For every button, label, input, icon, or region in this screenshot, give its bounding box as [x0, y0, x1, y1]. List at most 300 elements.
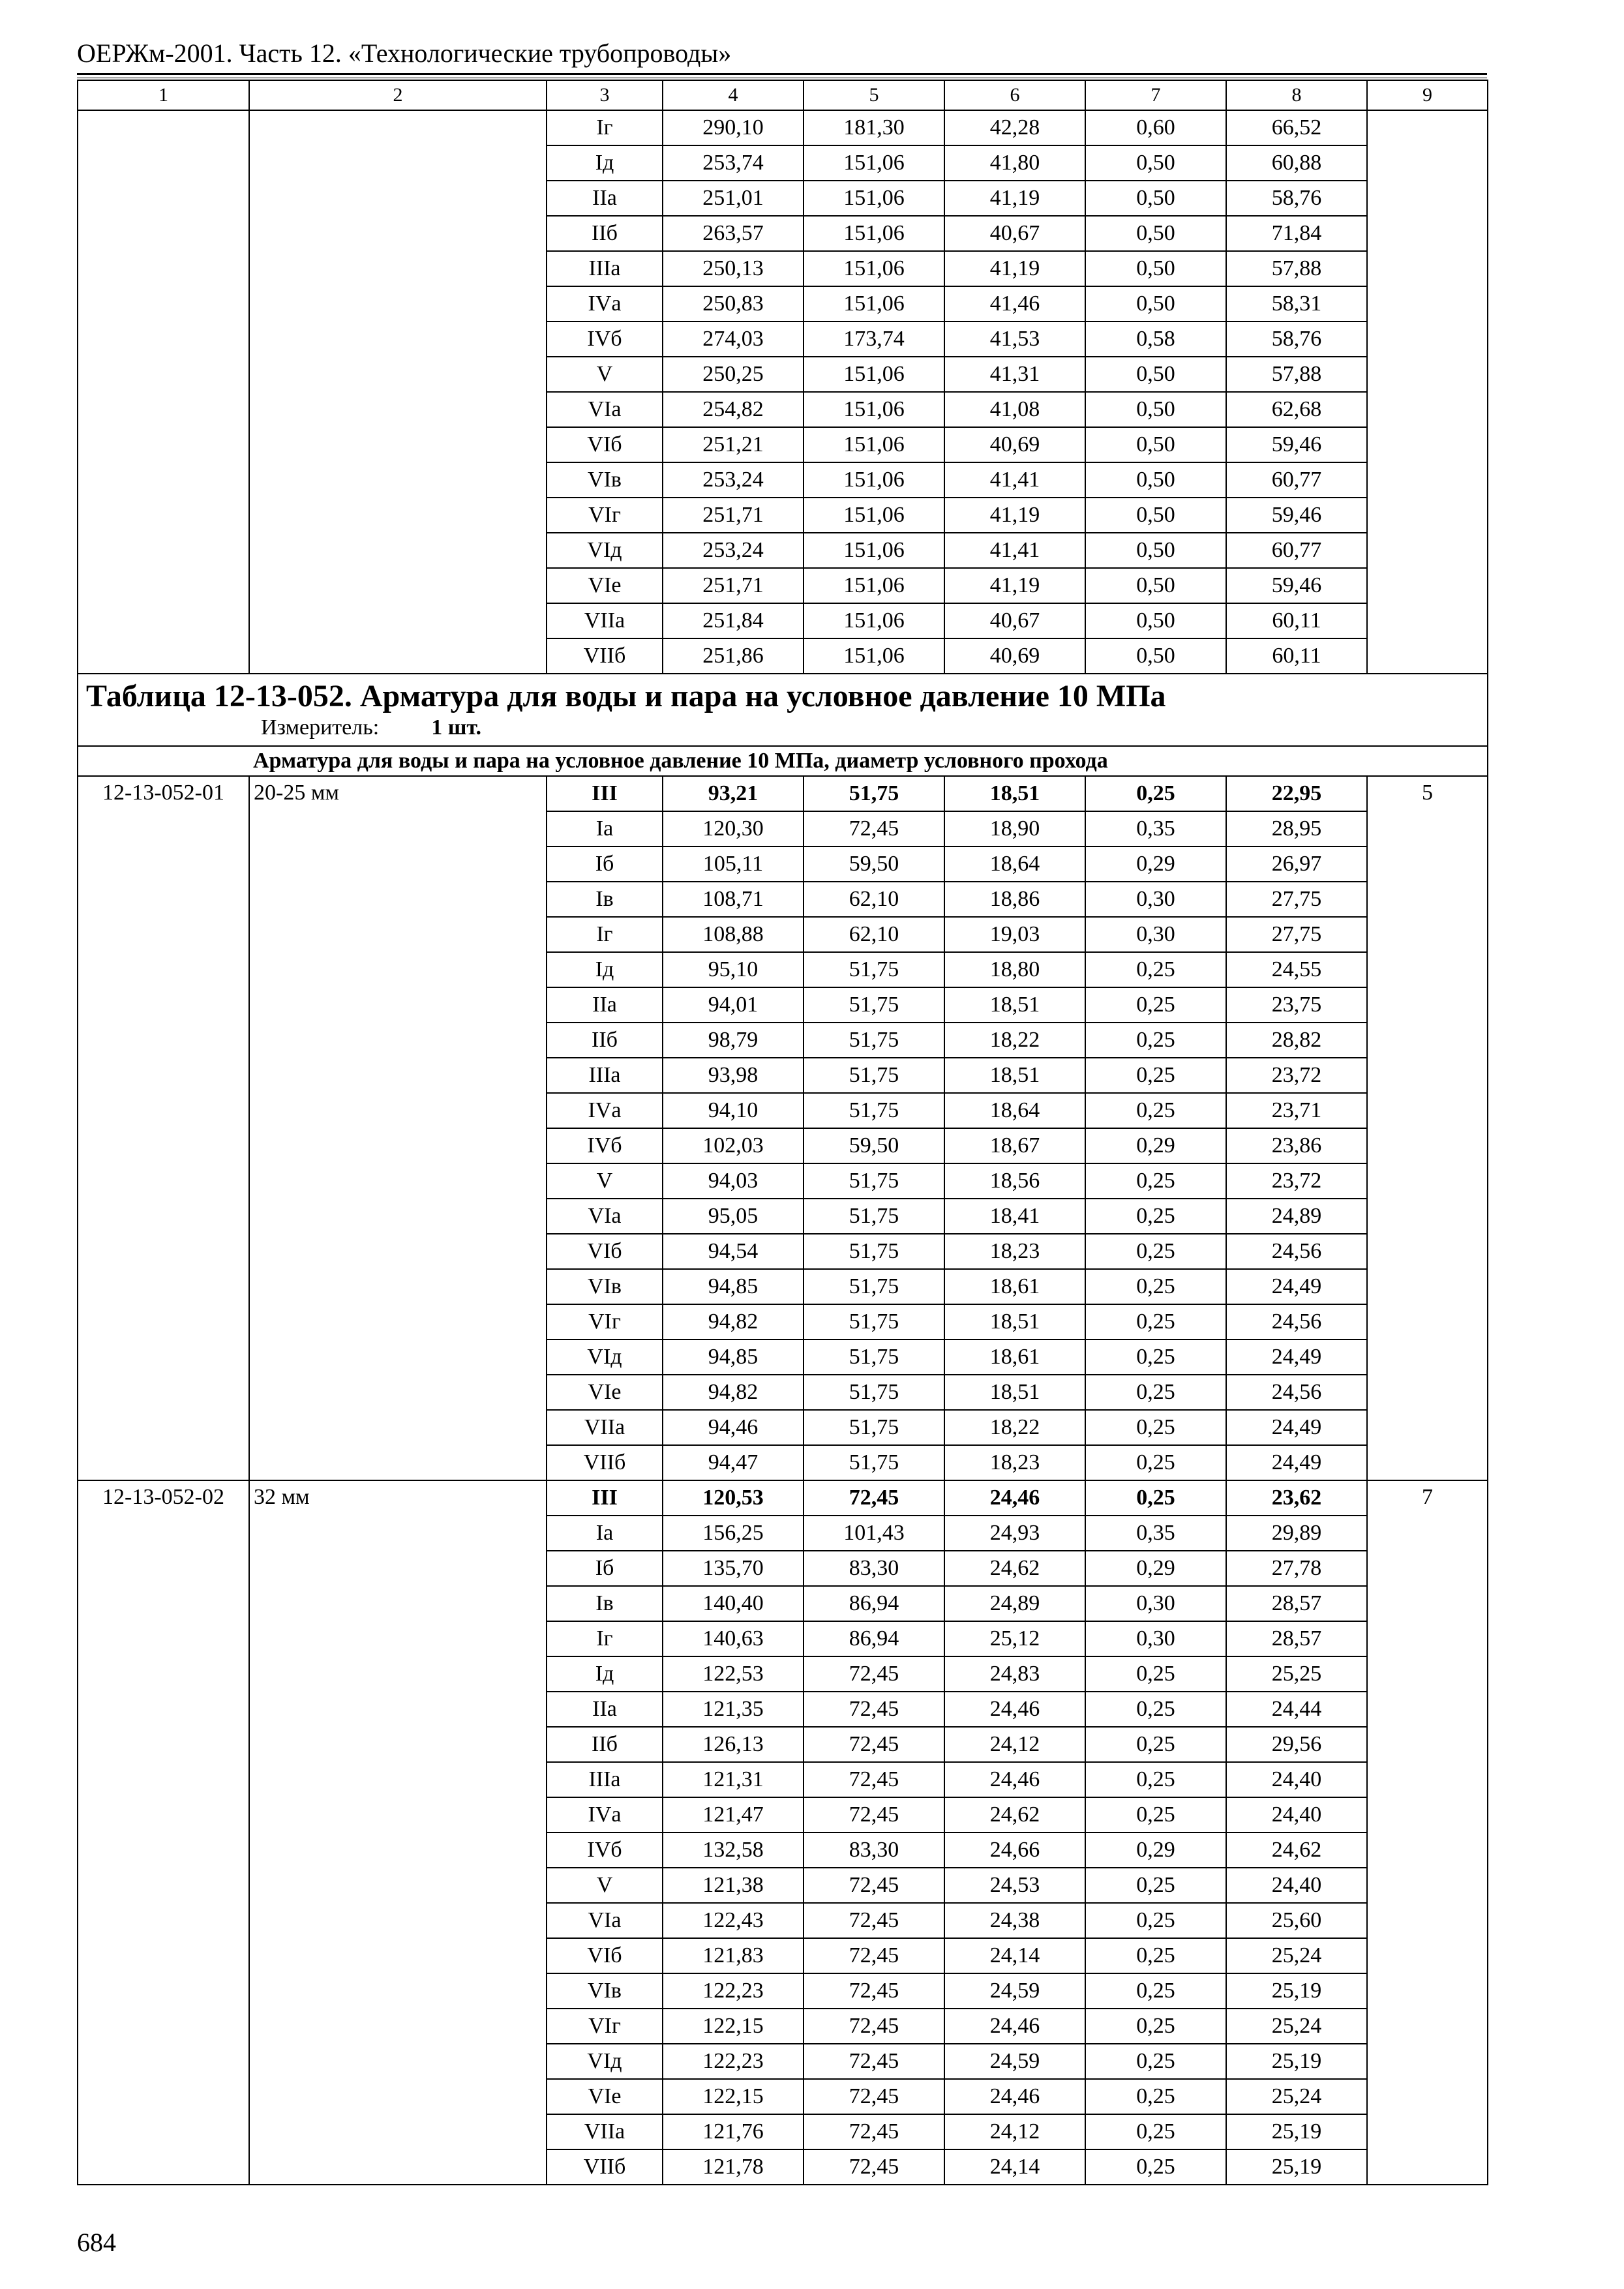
value-cell: 120,53	[663, 1480, 804, 1516]
value-cell: 251,71	[663, 498, 804, 533]
value-cell: 94,54	[663, 1234, 804, 1269]
value-cell: 24,44	[1226, 1692, 1367, 1727]
value-cell: 59,50	[804, 1128, 944, 1163]
value-cell: 83,30	[804, 1551, 944, 1586]
value-cell: 23,71	[1226, 1093, 1367, 1128]
value-cell: 0,25	[1085, 1410, 1226, 1445]
zone-cell: VIд	[547, 2044, 663, 2079]
value-cell: 51,75	[804, 987, 944, 1023]
zone-cell: III	[547, 776, 663, 811]
value-cell: 254,82	[663, 392, 804, 427]
zone-cell: VIв	[547, 1269, 663, 1304]
value-cell: 60,88	[1226, 145, 1367, 181]
value-cell: 41,08	[944, 392, 1085, 427]
item-code: 12-13-052-02	[78, 1480, 249, 2185]
value-cell: 250,25	[663, 357, 804, 392]
value-cell: 122,15	[663, 2079, 804, 2114]
value-cell: 251,21	[663, 427, 804, 462]
value-cell: 72,45	[804, 1727, 944, 1762]
value-cell: 24,56	[1226, 1304, 1367, 1339]
value-cell: 62,68	[1226, 392, 1367, 427]
qty-cell-empty	[1367, 110, 1488, 674]
value-cell: 140,63	[663, 1621, 804, 1656]
value-cell: 18,22	[944, 1023, 1085, 1058]
value-cell: 24,49	[1226, 1339, 1367, 1375]
item-qty: 5	[1367, 776, 1488, 1480]
value-cell: 66,52	[1226, 110, 1367, 145]
zone-cell: Iа	[547, 1516, 663, 1551]
value-cell: 151,06	[804, 392, 944, 427]
zone-cell: IVб	[547, 1128, 663, 1163]
value-cell: 263,57	[663, 216, 804, 251]
value-cell: 41,19	[944, 251, 1085, 286]
value-cell: 132,58	[663, 1833, 804, 1868]
value-cell: 72,45	[804, 1797, 944, 1833]
zone-cell: VIIа	[547, 2114, 663, 2149]
zone-cell: VIг	[547, 2009, 663, 2044]
value-cell: 0,25	[1085, 1692, 1226, 1727]
value-cell: 24,38	[944, 1903, 1085, 1938]
table-row	[78, 110, 1488, 145]
value-cell: 51,75	[804, 1093, 944, 1128]
column-number: 6	[944, 80, 1085, 110]
value-cell: 0,50	[1085, 286, 1226, 322]
meter-line	[86, 714, 1479, 745]
zone-cell: VIIа	[547, 1410, 663, 1445]
zone-cell: IIIа	[547, 251, 663, 286]
value-cell: 0,25	[1085, 2009, 1226, 2044]
value-cell: 151,06	[804, 251, 944, 286]
item-name: 32 мм	[249, 1480, 547, 2185]
value-cell: 51,75	[804, 776, 944, 811]
value-cell: 25,19	[1226, 2044, 1367, 2079]
value-cell: 0,25	[1085, 1903, 1226, 1938]
value-cell: 0,25	[1085, 1938, 1226, 1973]
value-cell: 28,95	[1226, 811, 1367, 846]
column-number-row	[78, 80, 1488, 110]
value-cell: 27,78	[1226, 1551, 1367, 1586]
value-cell: 93,21	[663, 776, 804, 811]
value-cell: 23,62	[1226, 1480, 1367, 1516]
value-cell: 24,46	[944, 1480, 1085, 1516]
value-cell: 274,03	[663, 322, 804, 357]
value-cell: 25,19	[1226, 2114, 1367, 2149]
value-cell: 58,76	[1226, 322, 1367, 357]
value-cell: 108,88	[663, 917, 804, 952]
zone-cell: IVб	[547, 1833, 663, 1868]
table-row	[78, 1480, 1488, 1516]
value-cell: 0,25	[1085, 1797, 1226, 1833]
value-cell: 108,71	[663, 882, 804, 917]
value-cell: 0,30	[1085, 1621, 1226, 1656]
value-cell: 60,77	[1226, 462, 1367, 498]
zone-cell: IIб	[547, 1023, 663, 1058]
value-cell: 18,51	[944, 1304, 1085, 1339]
value-cell: 94,47	[663, 1445, 804, 1480]
value-cell: 0,25	[1085, 1058, 1226, 1093]
value-cell: 0,25	[1085, 1656, 1226, 1692]
value-cell: 251,84	[663, 603, 804, 638]
zone-cell: Iд	[547, 145, 663, 181]
zone-cell: Iб	[547, 846, 663, 882]
zone-cell: VIд	[547, 1339, 663, 1375]
value-cell: 0,50	[1085, 145, 1226, 181]
value-cell: 72,45	[804, 1692, 944, 1727]
value-cell: 58,76	[1226, 181, 1367, 216]
value-cell: 0,50	[1085, 216, 1226, 251]
value-cell: 24,59	[944, 2044, 1085, 2079]
value-cell: 18,61	[944, 1339, 1085, 1375]
value-cell: 121,47	[663, 1797, 804, 1833]
value-cell: 0,25	[1085, 1480, 1226, 1516]
value-cell: 41,19	[944, 181, 1085, 216]
zone-cell: Iд	[547, 952, 663, 987]
zone-cell: IVа	[547, 286, 663, 322]
value-cell: 18,64	[944, 846, 1085, 882]
value-cell: 72,45	[804, 2009, 944, 2044]
value-cell: 0,60	[1085, 110, 1226, 145]
table-title-cell	[78, 674, 1488, 746]
value-cell: 51,75	[804, 1163, 944, 1199]
value-cell: 0,50	[1085, 392, 1226, 427]
value-cell: 24,12	[944, 1727, 1085, 1762]
value-cell: 151,06	[804, 181, 944, 216]
value-cell: 18,51	[944, 1058, 1085, 1093]
value-cell: 94,85	[663, 1339, 804, 1375]
subheading: Арматура для воды и пара на условное давление 10 МПа, диаметр условного прохода	[78, 746, 1488, 776]
value-cell: 51,75	[804, 1058, 944, 1093]
value-cell: 94,10	[663, 1093, 804, 1128]
value-cell: 122,53	[663, 1656, 804, 1692]
value-cell: 0,29	[1085, 846, 1226, 882]
value-cell: 0,30	[1085, 1586, 1226, 1621]
value-cell: 94,01	[663, 987, 804, 1023]
value-cell: 122,23	[663, 2044, 804, 2079]
value-cell: 62,10	[804, 917, 944, 952]
value-cell: 0,25	[1085, 987, 1226, 1023]
value-cell: 0,25	[1085, 1023, 1226, 1058]
value-cell: 18,64	[944, 1093, 1085, 1128]
value-cell: 24,62	[944, 1797, 1085, 1833]
value-cell: 0,25	[1085, 1163, 1226, 1199]
value-cell: 0,25	[1085, 1093, 1226, 1128]
value-cell: 151,06	[804, 603, 944, 638]
value-cell: 151,06	[804, 462, 944, 498]
value-cell: 0,29	[1085, 1551, 1226, 1586]
value-cell: 0,25	[1085, 2079, 1226, 2114]
zone-cell: Iг	[547, 917, 663, 952]
value-cell: 24,12	[944, 2114, 1085, 2149]
value-cell: 59,46	[1226, 568, 1367, 603]
zone-cell: IIб	[547, 216, 663, 251]
value-cell: 0,50	[1085, 498, 1226, 533]
zone-cell: Iг	[547, 110, 663, 145]
name-cell-empty	[249, 110, 547, 674]
zone-cell: VIв	[547, 462, 663, 498]
value-cell: 24,40	[1226, 1797, 1367, 1833]
value-cell: 25,25	[1226, 1656, 1367, 1692]
value-cell: 72,45	[804, 2079, 944, 2114]
value-cell: 121,38	[663, 1868, 804, 1903]
zone-cell: VIIб	[547, 1445, 663, 1480]
subheading-row	[78, 746, 1488, 776]
value-cell: 156,25	[663, 1516, 804, 1551]
value-cell: 72,45	[804, 2044, 944, 2079]
value-cell: 250,83	[663, 286, 804, 322]
zone-cell: VIа	[547, 392, 663, 427]
value-cell: 59,46	[1226, 498, 1367, 533]
zone-cell: IIIа	[547, 1058, 663, 1093]
value-cell: 94,82	[663, 1304, 804, 1339]
value-cell: 0,29	[1085, 1128, 1226, 1163]
column-number: 9	[1367, 80, 1488, 110]
zone-cell: Iв	[547, 1586, 663, 1621]
value-cell: 0,50	[1085, 427, 1226, 462]
value-cell: 40,67	[944, 603, 1085, 638]
value-cell: 102,03	[663, 1128, 804, 1163]
value-cell: 18,56	[944, 1163, 1085, 1199]
value-cell: 0,50	[1085, 357, 1226, 392]
value-cell: 0,50	[1085, 638, 1226, 674]
value-cell: 24,55	[1226, 952, 1367, 987]
value-cell: 0,35	[1085, 811, 1226, 846]
value-cell: 51,75	[804, 1375, 944, 1410]
value-cell: 23,72	[1226, 1163, 1367, 1199]
zone-cell: VIIб	[547, 638, 663, 674]
zone-cell: V	[547, 1868, 663, 1903]
value-cell: 0,25	[1085, 2149, 1226, 2185]
value-cell: 0,25	[1085, 1868, 1226, 1903]
column-number: 3	[547, 80, 663, 110]
value-cell: 24,62	[1226, 1833, 1367, 1868]
value-cell: 0,50	[1085, 251, 1226, 286]
value-cell: 41,80	[944, 145, 1085, 181]
value-cell: 57,88	[1226, 357, 1367, 392]
zone-cell: IIб	[547, 1727, 663, 1762]
running-header: ОЕРЖм-2001. Часть 12. «Технологические трубопроводы»	[77, 38, 732, 68]
value-cell: 0,50	[1085, 533, 1226, 568]
value-cell: 251,86	[663, 638, 804, 674]
value-cell: 126,13	[663, 1727, 804, 1762]
value-cell: 151,06	[804, 638, 944, 674]
value-cell: 24,66	[944, 1833, 1085, 1868]
value-cell: 86,94	[804, 1586, 944, 1621]
value-cell: 60,11	[1226, 603, 1367, 638]
value-cell: 122,23	[663, 1973, 804, 2009]
value-cell: 72,45	[804, 811, 944, 846]
value-cell: 94,82	[663, 1375, 804, 1410]
value-cell: 72,45	[804, 2149, 944, 2185]
value-cell: 59,50	[804, 846, 944, 882]
value-cell: 0,29	[1085, 1833, 1226, 1868]
table-body	[78, 80, 1488, 2185]
value-cell: 18,22	[944, 1410, 1085, 1445]
zone-cell: VIб	[547, 1234, 663, 1269]
column-number: 4	[663, 80, 804, 110]
value-cell: 95,05	[663, 1199, 804, 1234]
value-cell: 151,06	[804, 498, 944, 533]
value-cell: 72,45	[804, 1656, 944, 1692]
value-cell: 71,84	[1226, 216, 1367, 251]
value-cell: 24,14	[944, 1938, 1085, 1973]
value-cell: 18,61	[944, 1269, 1085, 1304]
value-cell: 24,56	[1226, 1234, 1367, 1269]
value-cell: 251,71	[663, 568, 804, 603]
value-cell: 135,70	[663, 1551, 804, 1586]
value-cell: 23,86	[1226, 1128, 1367, 1163]
value-cell: 72,45	[804, 1480, 944, 1516]
value-cell: 58,31	[1226, 286, 1367, 322]
value-cell: 83,30	[804, 1833, 944, 1868]
value-cell: 19,03	[944, 917, 1085, 952]
value-cell: 0,58	[1085, 322, 1226, 357]
value-cell: 105,11	[663, 846, 804, 882]
value-cell: 22,95	[1226, 776, 1367, 811]
value-cell: 18,51	[944, 1375, 1085, 1410]
zone-cell: IIа	[547, 181, 663, 216]
column-number: 7	[1085, 80, 1226, 110]
value-cell: 51,75	[804, 952, 944, 987]
value-cell: 41,31	[944, 357, 1085, 392]
value-cell: 0,50	[1085, 568, 1226, 603]
zone-cell: VIд	[547, 533, 663, 568]
zone-cell: VIе	[547, 2079, 663, 2114]
value-cell: 72,45	[804, 1868, 944, 1903]
value-cell: 40,67	[944, 216, 1085, 251]
value-cell: 122,15	[663, 2009, 804, 2044]
column-number: 2	[249, 80, 547, 110]
value-cell: 41,41	[944, 462, 1085, 498]
value-cell: 51,75	[804, 1023, 944, 1058]
value-cell: 28,82	[1226, 1023, 1367, 1058]
value-cell: 25,19	[1226, 2149, 1367, 2185]
value-cell: 0,35	[1085, 1516, 1226, 1551]
zone-cell: IIа	[547, 987, 663, 1023]
value-cell: 25,19	[1226, 1973, 1367, 2009]
value-cell: 23,72	[1226, 1058, 1367, 1093]
zone-cell: VIIа	[547, 603, 663, 638]
zone-cell: VIе	[547, 568, 663, 603]
code-cell-empty	[78, 110, 249, 674]
item-qty: 7	[1367, 1480, 1488, 2185]
value-cell: 253,24	[663, 533, 804, 568]
value-cell: 0,25	[1085, 1445, 1226, 1480]
zone-cell: V	[547, 1163, 663, 1199]
value-cell: 94,46	[663, 1410, 804, 1445]
value-cell: 41,41	[944, 533, 1085, 568]
value-cell: 18,23	[944, 1234, 1085, 1269]
value-cell: 51,75	[804, 1199, 944, 1234]
value-cell: 42,28	[944, 110, 1085, 145]
value-cell: 18,23	[944, 1445, 1085, 1480]
value-cell: 0,25	[1085, 2044, 1226, 2079]
value-cell: 0,25	[1085, 952, 1226, 987]
zone-cell: III	[547, 1480, 663, 1516]
value-cell: 23,75	[1226, 987, 1367, 1023]
value-cell: 151,06	[804, 357, 944, 392]
value-cell: 0,30	[1085, 917, 1226, 952]
value-cell: 29,56	[1226, 1727, 1367, 1762]
column-number: 5	[804, 80, 944, 110]
zone-cell: VIг	[547, 498, 663, 533]
column-number: 1	[78, 80, 249, 110]
value-cell: 151,06	[804, 568, 944, 603]
value-cell: 121,31	[663, 1762, 804, 1797]
value-cell: 18,41	[944, 1199, 1085, 1234]
value-cell: 72,45	[804, 2114, 944, 2149]
value-cell: 18,90	[944, 811, 1085, 846]
zone-cell: IVа	[547, 1093, 663, 1128]
value-cell: 0,25	[1085, 1269, 1226, 1304]
value-cell: 18,86	[944, 882, 1085, 917]
zone-cell: VIа	[547, 1903, 663, 1938]
value-cell: 24,53	[944, 1868, 1085, 1903]
value-cell: 18,51	[944, 987, 1085, 1023]
value-cell: 72,45	[804, 1938, 944, 1973]
value-cell: 120,30	[663, 811, 804, 846]
value-cell: 26,97	[1226, 846, 1367, 882]
zone-cell: Iд	[547, 1656, 663, 1692]
value-cell: 60,11	[1226, 638, 1367, 674]
value-cell: 72,45	[804, 1973, 944, 2009]
value-cell: 0,25	[1085, 1727, 1226, 1762]
zone-cell: IVб	[547, 322, 663, 357]
value-cell: 51,75	[804, 1269, 944, 1304]
value-cell: 27,75	[1226, 882, 1367, 917]
zone-cell: VIв	[547, 1973, 663, 2009]
value-cell: 25,24	[1226, 1938, 1367, 1973]
value-cell: 93,98	[663, 1058, 804, 1093]
value-cell: 151,06	[804, 427, 944, 462]
value-cell: 40,69	[944, 638, 1085, 674]
value-cell: 0,25	[1085, 2114, 1226, 2149]
rates-table	[77, 80, 1488, 2185]
value-cell: 0,25	[1085, 1199, 1226, 1234]
value-cell: 25,12	[944, 1621, 1085, 1656]
value-cell: 250,13	[663, 251, 804, 286]
item-name: 20-25 мм	[249, 776, 547, 1480]
value-cell: 18,67	[944, 1128, 1085, 1163]
value-cell: 0,25	[1085, 776, 1226, 811]
value-cell: 24,46	[944, 1692, 1085, 1727]
value-cell: 122,43	[663, 1903, 804, 1938]
value-cell: 0,50	[1085, 603, 1226, 638]
value-cell: 27,75	[1226, 917, 1367, 952]
value-cell: 24,49	[1226, 1410, 1367, 1445]
meter-unit: 1 шт.	[431, 715, 482, 740]
value-cell: 0,50	[1085, 181, 1226, 216]
value-cell: 40,69	[944, 427, 1085, 462]
zone-cell: V	[547, 357, 663, 392]
value-cell: 25,24	[1226, 2009, 1367, 2044]
value-cell: 24,40	[1226, 1868, 1367, 1903]
value-cell: 62,10	[804, 882, 944, 917]
header-rule	[77, 73, 1487, 75]
value-cell: 24,56	[1226, 1375, 1367, 1410]
value-cell: 140,40	[663, 1586, 804, 1621]
column-number: 8	[1226, 80, 1367, 110]
table-title: Таблица 12-13-052. Арматура для воды и пара на условное давление 10 МПа	[86, 679, 1166, 713]
zone-cell: VIе	[547, 1375, 663, 1410]
value-cell: 0,25	[1085, 1973, 1226, 2009]
meter-label: Измеритель:	[261, 715, 380, 740]
value-cell: 151,06	[804, 145, 944, 181]
zone-cell: VIа	[547, 1199, 663, 1234]
value-cell: 0,30	[1085, 882, 1226, 917]
value-cell: 51,75	[804, 1339, 944, 1375]
zone-cell: Iа	[547, 811, 663, 846]
value-cell: 94,85	[663, 1269, 804, 1304]
